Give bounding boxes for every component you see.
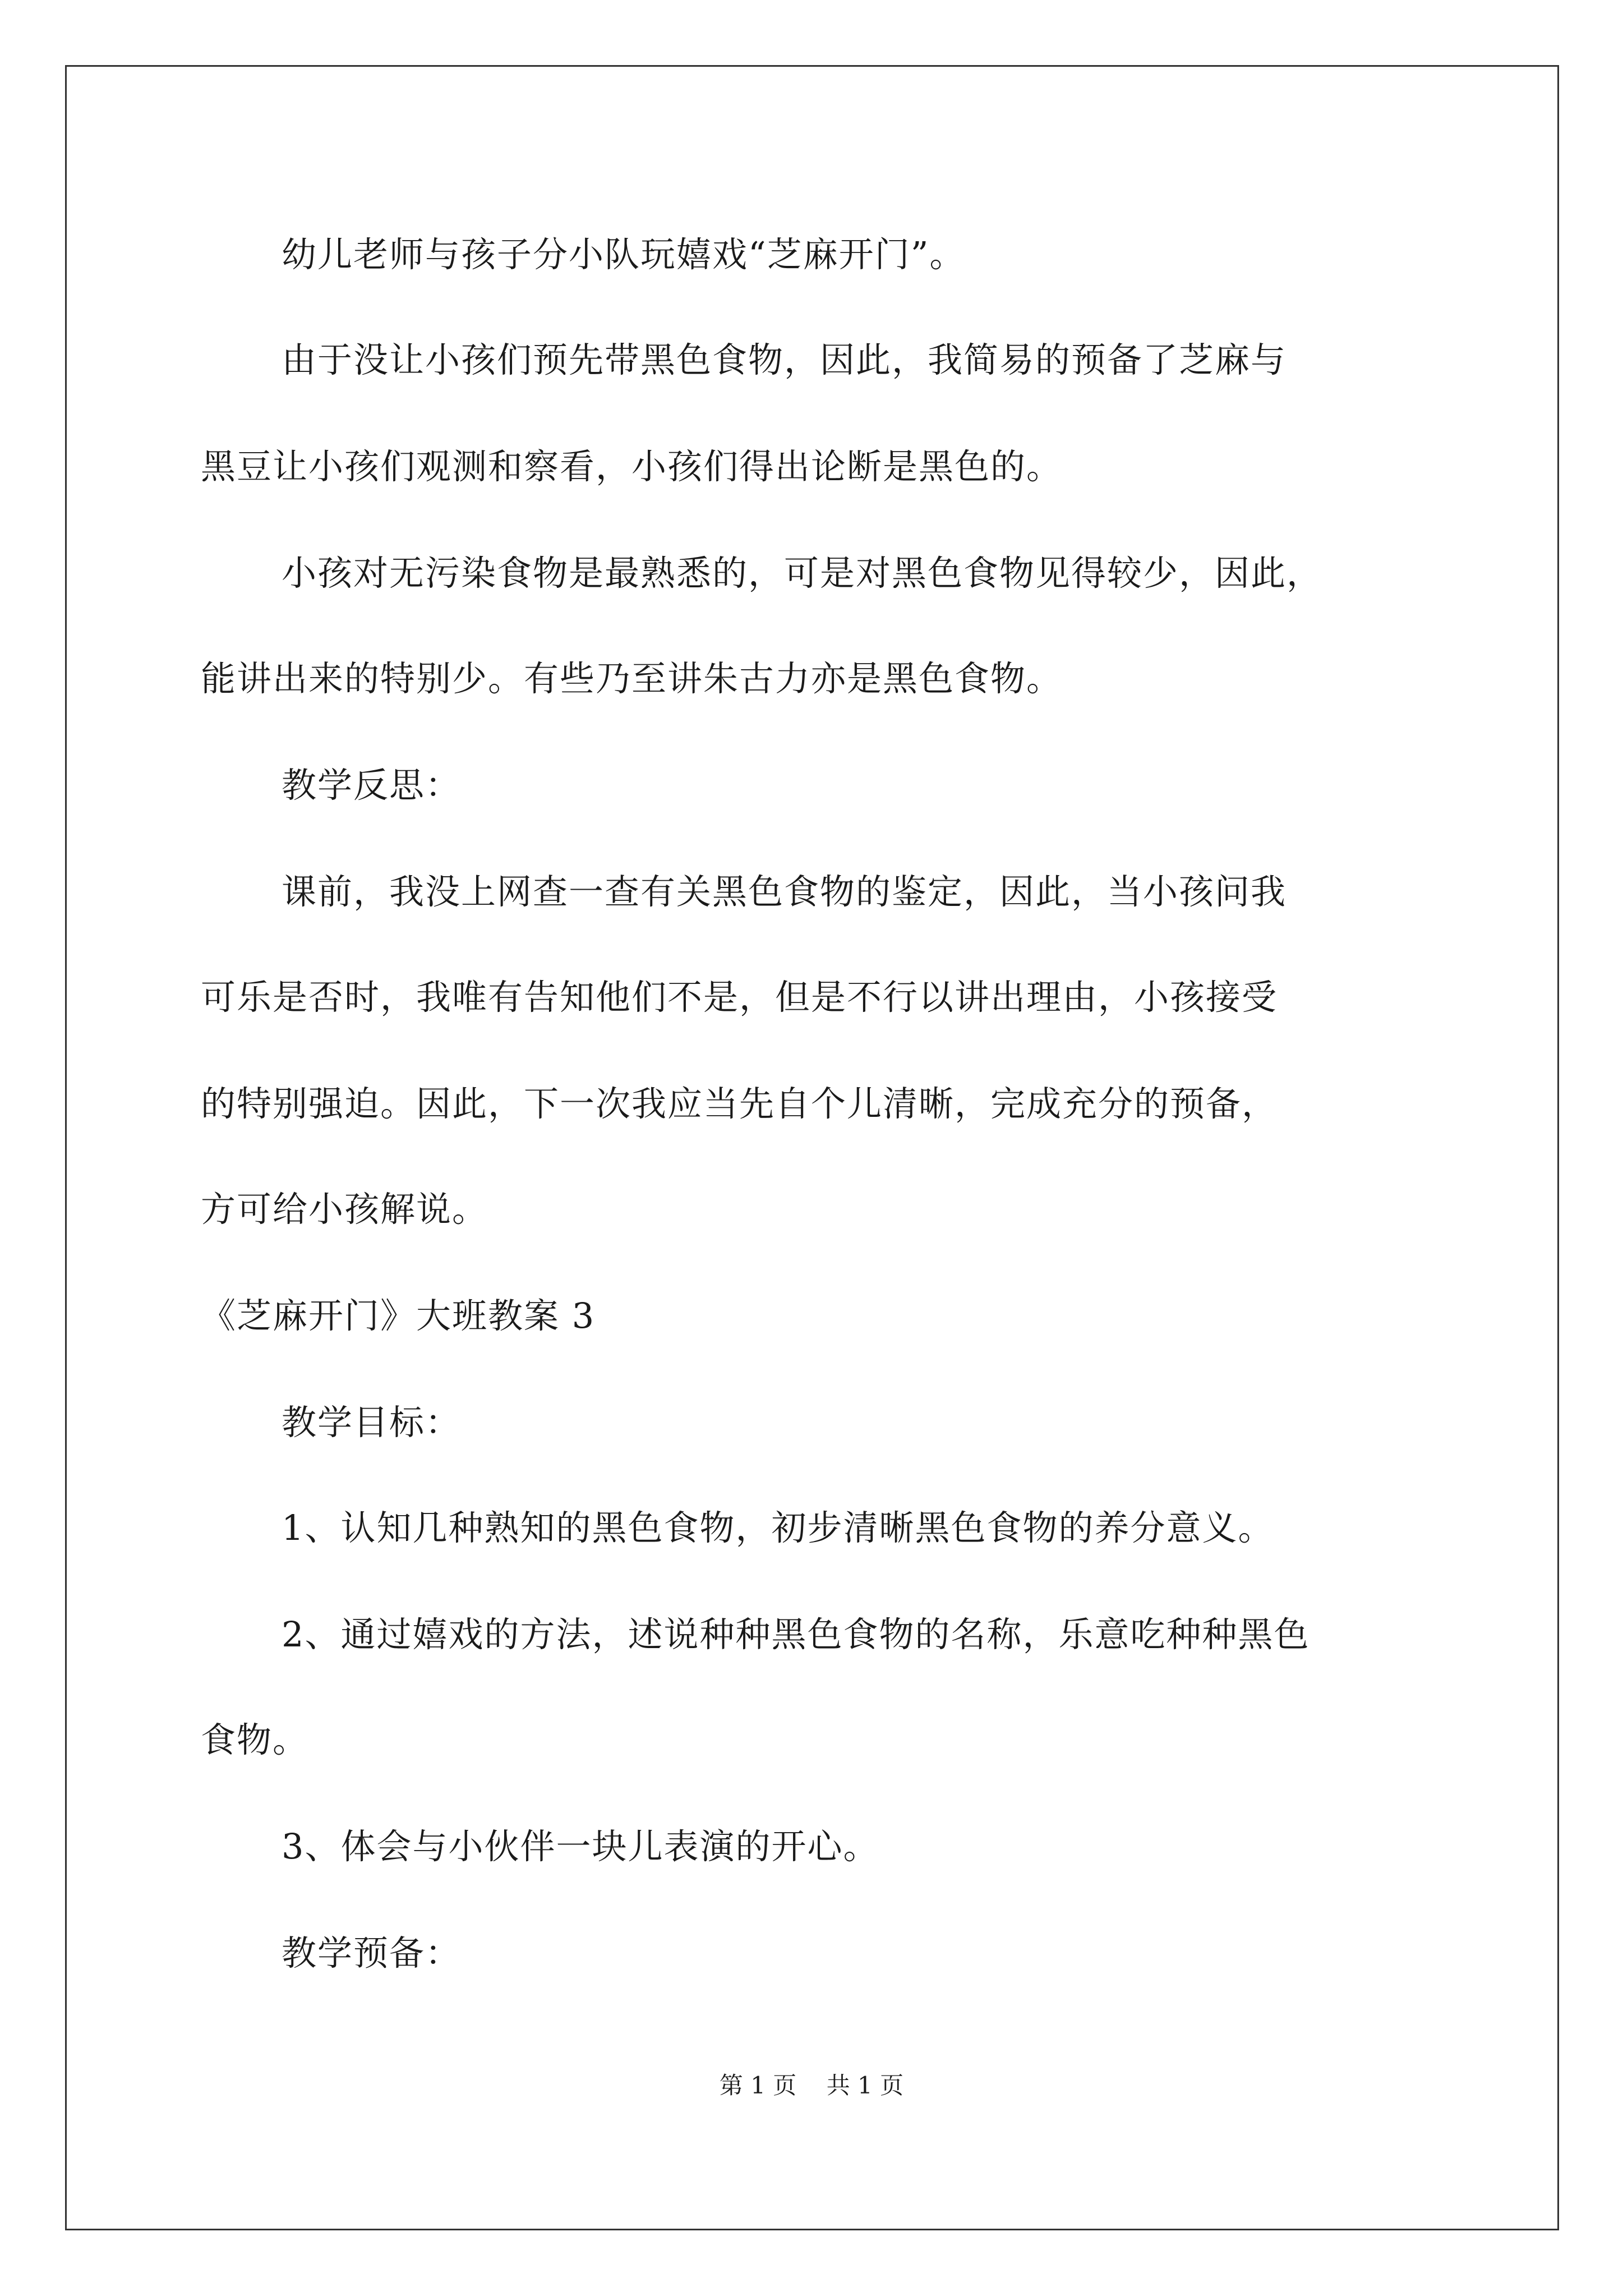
list-item-continuation: 食物。: [201, 1719, 309, 1760]
paragraph-line: 能讲出来的特别少。有些乃至讲朱古力亦是黑色食物。: [201, 658, 1063, 699]
page-border: [65, 65, 1559, 2230]
list-item: 1、认知几种熟知的黑色食物，初步清晰黑色食物的养分意义。: [282, 1507, 1274, 1548]
paragraph-line: 课前，我没上网查一查有关黑色食物的鉴定，因此，当小孩问我: [282, 871, 1287, 912]
paragraph-line: 幼儿老师与孩子分小队玩嬉戏“芝麻开门”。: [282, 234, 966, 275]
paragraph-line: 的特别强迫。因此，下一次我应当先自个儿清晰，完成充分的预备，: [201, 1083, 1278, 1124]
section-heading: 教学反思：: [282, 765, 462, 806]
paragraph-line: 方可给小孩解说。: [201, 1189, 488, 1230]
document-title: 《芝麻开门》大班教案 3: [201, 1295, 596, 1336]
list-item: 2、通过嬉戏的方法，述说种种黑色食物的名称，乐意吃种种黑色: [282, 1614, 1310, 1655]
page-footer: 第 1 页 共 1 页: [719, 2072, 904, 2099]
list-item: 3、体会与小伙伴一块儿表演的开心。: [282, 1826, 879, 1867]
section-heading: 教学目标：: [282, 1402, 462, 1443]
section-heading: 教学预备：: [282, 1932, 462, 1973]
paragraph-line: 可乐是否时，我唯有告知他们不是，但是不行以讲出理由，小孩接受: [201, 977, 1278, 1018]
paragraph-line: 黑豆让小孩们观测和察看，小孩们得出论断是黑色的。: [201, 446, 1063, 487]
paragraph-line: 由于没让小孩们预先带黑色食物，因此，我简易的预备了芝麻与: [282, 339, 1287, 380]
paragraph-line: 小孩对无污染食物是最熟悉的，可是对黑色食物见得较少，因此，: [282, 553, 1323, 593]
